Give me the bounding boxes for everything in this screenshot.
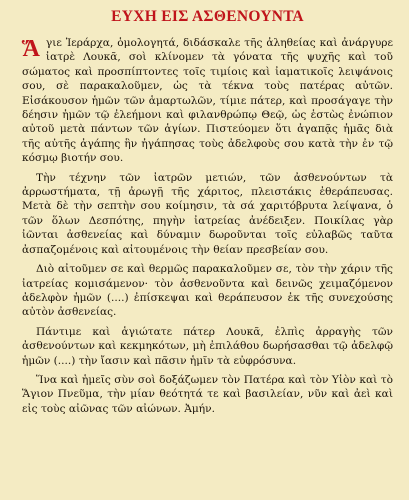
- paragraph-1: [22, 36, 393, 166]
- paragraph-2: Τὴν τέχνην τῶν ἰατρῶν μετιών, τῶν ἀσθενούντων τὰ ἀρρωστήματα, τῇ ἀρωγῇ τῆς χάριτος, πλειστάκις ἐθεράπευσας. Μετὰ δὲ τὴν σεπτὴν σου κοίμησιν, τὰ σά χαριτόβρυτα λείψανα, ὁ τῶν ὅλων Δεσπότης, πηγὴν ἰατρείας ἀνέδειξεν. Ποικίλας γὰρ ἰῶνται ἀσθενείας καὶ δύναμιν δωροῦνται τοῖς εὐλαβῶς ταῦτα ἀσπαζομένοις καὶ αἰτουμένοις τὴν θείαν πρεσβείαν σου.: [22, 171, 393, 256]
- page-title: ΕΥΧΗ ΕΙΣ ΑΣΘΕΝΟΥΝΤΑ: [111, 8, 304, 25]
- paragraph-4: Πάντιμε καὶ ἁγιώτατε πάτερ Λουκᾶ, ἐλπὶς ἀρραγὴς τῶν ἀσθενούντων καὶ κεκμηκότων, μὴ ἐπιλάθου δωρήσασθαι τῷ ἀδελφῷ ἡμῶν (....) τὴν ἴασιν καὶ πᾶσιν ἡμῖν τὰ εὐφρόσυνα.: [22, 325, 393, 367]
- paragraph-3: Διὸ αἰτοῦμεν σε καὶ θερμῶς παρακαλοῦμεν σε, τὸν τὴν χάριν τῆς ἰατρείας κομισάμενον· τὸν ἀσθενοῦντα καὶ δεινῶς χειμαζόμενον ἀδελφὸν ἡμῶν (....) ἐπίσκεψαι καὶ θεράπευσον ἐκ τῆς συνεχούσης αὐτὸν ἀσθενείας.: [22, 263, 393, 319]
- paragraph-5: Ἵνα καὶ ἡμεῖς σὺν σοὶ δοξάζωμεν τὸν Πατέρα καὶ τὸν Υἱὸν καὶ τὸ Ἅγιον Πνεῦμα, τὴν μίαν θεότητά τε καὶ βασιλείαν, νῦν καὶ ἀεὶ καὶ εἰς τοὺς αἰῶνας τῶν αἰώνων. Ἀμήν.: [22, 373, 393, 415]
- paragraph-1-text: γιε Ἱεράρχα, ὁμολογητά, διδάσκαλε τῆς ἀληθείας καὶ ἀνάργυρε ἰατρὲ Λουκᾶ, σοὶ κλίνομεν τὰ γόνατα τῆς ψυχῆς καὶ τοῦ σώματος καὶ προσπίπτοντες τοῖς τιμίοις καὶ ἰαματικοῖς λειψάνοις σου, σὲ παρακαλοῦμεν, ὡς τὰ τέκνα τοὺς πατέρας αὐτῶν. Εἰσάκουσον ἡμῶν τῶν ἁμαρτωλῶν, τίμιε πάτερ, καὶ προσάγαγε τὴν δέησιν ἡμῶν τῷ ἐλεήμονι καὶ φιλανθρώπῳ Θεῷ, ὡς ἑστὼς ἐνώπιον αὐτοῦ μετὰ πάντων τῶν ἁγίων. Πιστεύομεν ὅτι ἀγαπᾷς ἡμᾶς διὰ τῆς αὐτῆς ἀγάπης ἣν ἠγάπησας τοὺς ἀδελφοὺς σου κατὰ τὴν ἐν τῷ κόσμῳ βιοτήν σου.: [22, 37, 393, 165]
- drop-cap: Ἅ: [22, 36, 40, 62]
